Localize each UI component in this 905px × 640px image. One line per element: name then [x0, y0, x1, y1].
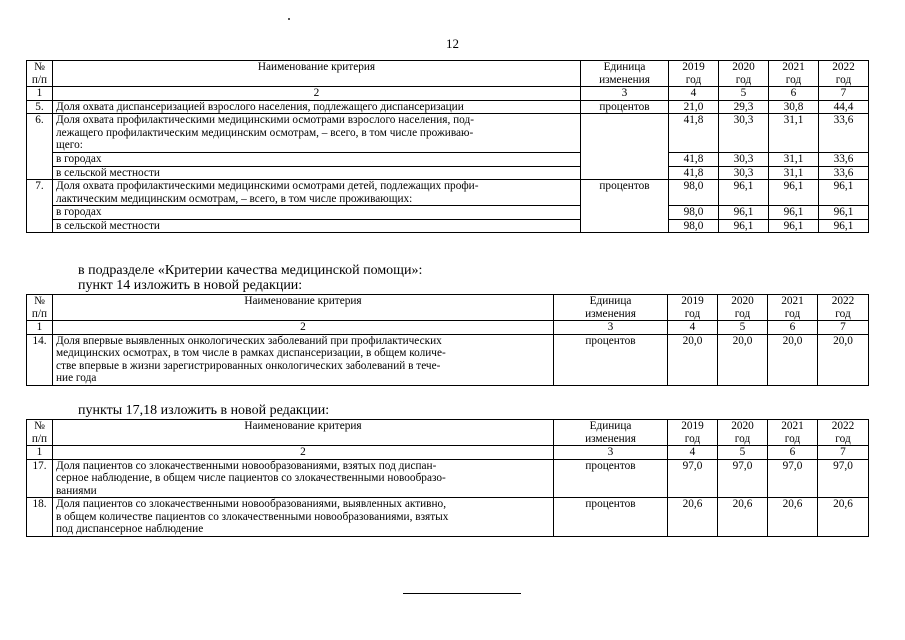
index-cell: 4 — [669, 87, 719, 101]
sub-criterion-name: в городах — [53, 206, 581, 220]
col-header-name: Наименование критерия — [53, 295, 554, 321]
value-cell: 31,1 — [769, 166, 819, 180]
value-cell: 41,8 — [669, 153, 719, 167]
col-header-no: № п/п — [27, 61, 53, 87]
table-row — [27, 114, 869, 153]
unit-cell: процентов — [554, 459, 668, 498]
value-cell: 29,3 — [719, 100, 769, 114]
footer-rule — [403, 593, 521, 594]
header-row — [27, 61, 869, 87]
col-header-year: 2022 год — [818, 420, 869, 446]
value-cell: 96,1 — [819, 219, 869, 233]
criteria-table-3 — [26, 419, 869, 537]
value-cell: 41,8 — [669, 166, 719, 180]
value-cell: 98,0 — [669, 219, 719, 233]
row-number: 5. — [27, 100, 53, 114]
col-header-year: 2020 год — [719, 61, 769, 87]
criteria-table-2 — [26, 294, 869, 386]
value-cell: 96,1 — [769, 180, 819, 206]
index-cell: 1 — [27, 321, 53, 335]
unit-cell — [581, 114, 669, 180]
value-cell: 21,0 — [669, 100, 719, 114]
value-cell: 98,0 — [669, 206, 719, 220]
criterion-name: Доля охвата диспансеризацией взрослого населения, подлежащего диспансеризации — [53, 100, 581, 114]
unit-cell: процентов — [554, 498, 668, 537]
criterion-name: Доля пациентов со злокачественными новообразованиями, выявленных активно, в общем количестве пациентов со злокачественными новообразованиями, взятых под диспансерное наблюдение — [53, 498, 554, 537]
value-cell: 30,8 — [769, 100, 819, 114]
col-header-year: 2020 год — [718, 295, 768, 321]
sub-criterion-name: в городах — [53, 153, 581, 167]
table-row — [27, 498, 869, 537]
row-number: 17. — [27, 459, 53, 498]
col-header-no: № п/п — [27, 420, 53, 446]
value-cell: 96,1 — [769, 206, 819, 220]
col-header-unit: Единица изменения — [554, 295, 668, 321]
unit-cell: процентов — [581, 180, 669, 233]
value-cell: 96,1 — [819, 180, 869, 206]
index-cell: 1 — [27, 446, 53, 460]
index-cell: 4 — [668, 321, 718, 335]
table-row — [27, 219, 869, 233]
value-cell: 20,6 — [718, 498, 768, 537]
header-row — [27, 295, 869, 321]
value-cell: 44,4 — [819, 100, 869, 114]
value-cell: 97,0 — [668, 459, 718, 498]
row-number: 14. — [27, 334, 53, 385]
index-cell: 3 — [554, 321, 668, 335]
index-cell: 5 — [718, 446, 768, 460]
criterion-name: Доля впервые выявленных онкологических заболеваний при профилактических медицинских осмотрах, в том числе в рамках диспансеризации, в общем количе- стве впервые в жизни зарегистрированных онкологических заболеваний в тече- ние года — [53, 334, 554, 385]
section-heading: в подразделе «Критерии качества медицинской помощи»: — [78, 263, 423, 278]
index-row — [27, 321, 869, 335]
value-cell: 30,3 — [719, 153, 769, 167]
index-cell: 1 — [27, 87, 53, 101]
table-row — [27, 100, 869, 114]
col-header-unit: Единица изменения — [581, 61, 669, 87]
index-cell: 4 — [668, 446, 718, 460]
table-row — [27, 459, 869, 498]
col-header-year: 2022 год — [818, 295, 869, 321]
value-cell: 96,1 — [819, 206, 869, 220]
table-row — [27, 206, 869, 220]
col-header-unit: Единица изменения — [554, 420, 668, 446]
index-cell: 7 — [819, 87, 869, 101]
value-cell: 96,1 — [719, 180, 769, 206]
criterion-name: Доля охвата профилактическими медицинскими осмотрами взрослого населения, под- лежащего профилактическим медицинским осмотрам, – всего, в том числе проживаю- щего: — [53, 114, 581, 153]
sub-criterion-name: в сельской местности — [53, 219, 581, 233]
value-cell: 98,0 — [669, 180, 719, 206]
value-cell: 96,1 — [769, 219, 819, 233]
index-cell: 5 — [718, 321, 768, 335]
index-cell: 2 — [53, 321, 554, 335]
value-cell: 20,6 — [818, 498, 869, 537]
value-cell: 20,0 — [718, 334, 768, 385]
col-header-year: 2021 год — [769, 61, 819, 87]
index-cell: 5 — [719, 87, 769, 101]
row-number: 7. — [27, 180, 53, 233]
value-cell: 97,0 — [718, 459, 768, 498]
sub-criterion-name: в сельской местности — [53, 166, 581, 180]
index-row — [27, 87, 869, 101]
col-header-year: 2020 год — [718, 420, 768, 446]
index-cell: 3 — [554, 446, 668, 460]
header-row — [27, 420, 869, 446]
value-cell: 31,1 — [769, 153, 819, 167]
col-header-year: 2019 год — [669, 61, 719, 87]
index-cell: 3 — [581, 87, 669, 101]
value-cell: 33,6 — [819, 166, 869, 180]
criteria-table-1 — [26, 60, 869, 233]
scan-speck — [288, 18, 290, 20]
col-header-year: 2022 год — [819, 61, 869, 87]
index-cell: 2 — [53, 446, 554, 460]
value-cell: 97,0 — [818, 459, 869, 498]
row-number: 18. — [27, 498, 53, 537]
row-number: 6. — [27, 114, 53, 180]
table-row — [27, 166, 869, 180]
value-cell: 20,6 — [768, 498, 818, 537]
section-instruction: пункт 14 изложить в новой редакции: — [78, 278, 303, 293]
value-cell: 33,6 — [819, 114, 869, 153]
value-cell: 20,0 — [668, 334, 718, 385]
table-row — [27, 180, 869, 206]
value-cell: 20,6 — [668, 498, 718, 537]
value-cell: 41,8 — [669, 114, 719, 153]
value-cell: 30,3 — [719, 166, 769, 180]
value-cell: 33,6 — [819, 153, 869, 167]
index-cell: 7 — [818, 446, 869, 460]
unit-cell: процентов — [554, 334, 668, 385]
unit-cell: процентов — [581, 100, 669, 114]
col-header-name: Наименование критерия — [53, 61, 581, 87]
col-header-no: № п/п — [27, 295, 53, 321]
section-instruction: пункты 17,18 изложить в новой редакции: — [78, 403, 330, 418]
col-header-name: Наименование критерия — [53, 420, 554, 446]
index-cell: 6 — [768, 446, 818, 460]
page-number: 12 — [446, 36, 459, 51]
criterion-name: Доля пациентов со злокачественными новообразованиями, взятых под диспан- серное наблюдение, в общем числе пациентов со злокачественными новообразо- ваниями — [53, 459, 554, 498]
table-row — [27, 334, 869, 385]
value-cell: 96,1 — [719, 219, 769, 233]
col-header-year: 2019 год — [668, 295, 718, 321]
value-cell: 97,0 — [768, 459, 818, 498]
index-cell: 7 — [818, 321, 869, 335]
value-cell: 96,1 — [719, 206, 769, 220]
index-cell: 2 — [53, 87, 581, 101]
value-cell: 30,3 — [719, 114, 769, 153]
value-cell: 31,1 — [769, 114, 819, 153]
col-header-year: 2019 год — [668, 420, 718, 446]
index-cell: 6 — [769, 87, 819, 101]
table-row — [27, 153, 869, 167]
col-header-year: 2021 год — [768, 420, 818, 446]
index-cell: 6 — [768, 321, 818, 335]
index-row — [27, 446, 869, 460]
value-cell: 20,0 — [768, 334, 818, 385]
criterion-name: Доля охвата профилактическими медицинскими осмотрами детей, подлежащих профи- лактическим медицинским осмотрам, – всего, в том числе проживающих: — [53, 180, 581, 206]
col-header-year: 2021 год — [768, 295, 818, 321]
value-cell: 20,0 — [818, 334, 869, 385]
